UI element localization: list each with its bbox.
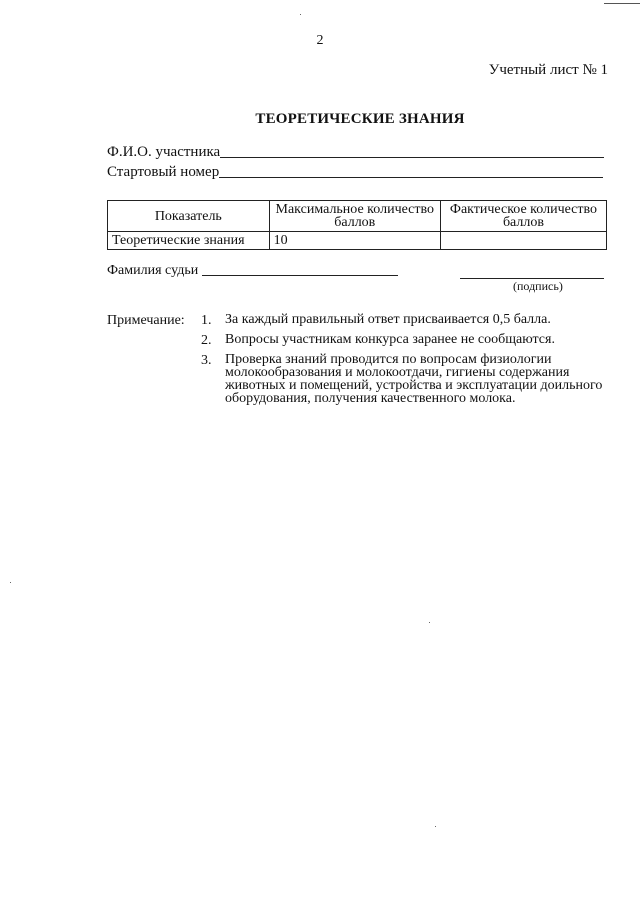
- cell-indicator: Теоретические знания: [108, 232, 270, 250]
- fio-blank-line[interactable]: [220, 157, 604, 158]
- note-text: Проверка знаний проводится по вопросам физиологии молокообразования и молокоотдачи, гигиены содержания животных и помещений, устройства и эксплуатации доильного оборудования, получения качественного молока.: [225, 352, 603, 406]
- fio-label: Ф.И.О. участника: [107, 144, 221, 160]
- start-number-blank-line[interactable]: [219, 177, 603, 178]
- header-actual-score: Фактическое количество баллов: [440, 201, 606, 232]
- judge-field[interactable]: [107, 263, 398, 279]
- judge-label: Фамилия судьи: [107, 263, 199, 278]
- header-indicator: Показатель: [108, 201, 270, 232]
- start-number-field[interactable]: [107, 164, 603, 181]
- table-row: [108, 232, 607, 250]
- note-item: [201, 353, 605, 405]
- scan-speck: [10, 582, 11, 583]
- scan-corner-mark: [604, 0, 640, 4]
- scan-speck: [435, 826, 436, 827]
- cell-max-score: 10: [269, 232, 440, 250]
- fio-field[interactable]: [107, 144, 604, 161]
- header-max-score: Максимальное количество баллов: [269, 201, 440, 232]
- note-text: Вопросы участникам конкурса заранее не сообщаются.: [225, 332, 555, 347]
- signature-caption: (подпись): [513, 279, 563, 293]
- note-item: [201, 313, 605, 329]
- table-header-row: [108, 201, 607, 232]
- note-item: [201, 333, 605, 349]
- note-number: 1.: [201, 313, 212, 328]
- scan-speck: [429, 622, 430, 623]
- page-number: 2: [316, 33, 324, 48]
- page-title: ТЕОРЕТИЧЕСКИЕ ЗНАНИЯ: [255, 111, 465, 127]
- note-number: 3.: [201, 353, 212, 368]
- judge-blank-line[interactable]: [202, 275, 398, 276]
- scan-speck: [300, 14, 301, 15]
- note-number: 2.: [201, 333, 212, 348]
- cell-actual-score[interactable]: [440, 232, 606, 250]
- notes-label: Примечание:: [107, 313, 185, 328]
- start-number-label: Стартовый номер: [107, 164, 220, 180]
- sheet-label: Учетный лист № 1: [488, 62, 608, 78]
- score-table: [107, 200, 607, 250]
- note-text: За каждый правильный ответ присваивается 0,5 балла.: [225, 312, 551, 327]
